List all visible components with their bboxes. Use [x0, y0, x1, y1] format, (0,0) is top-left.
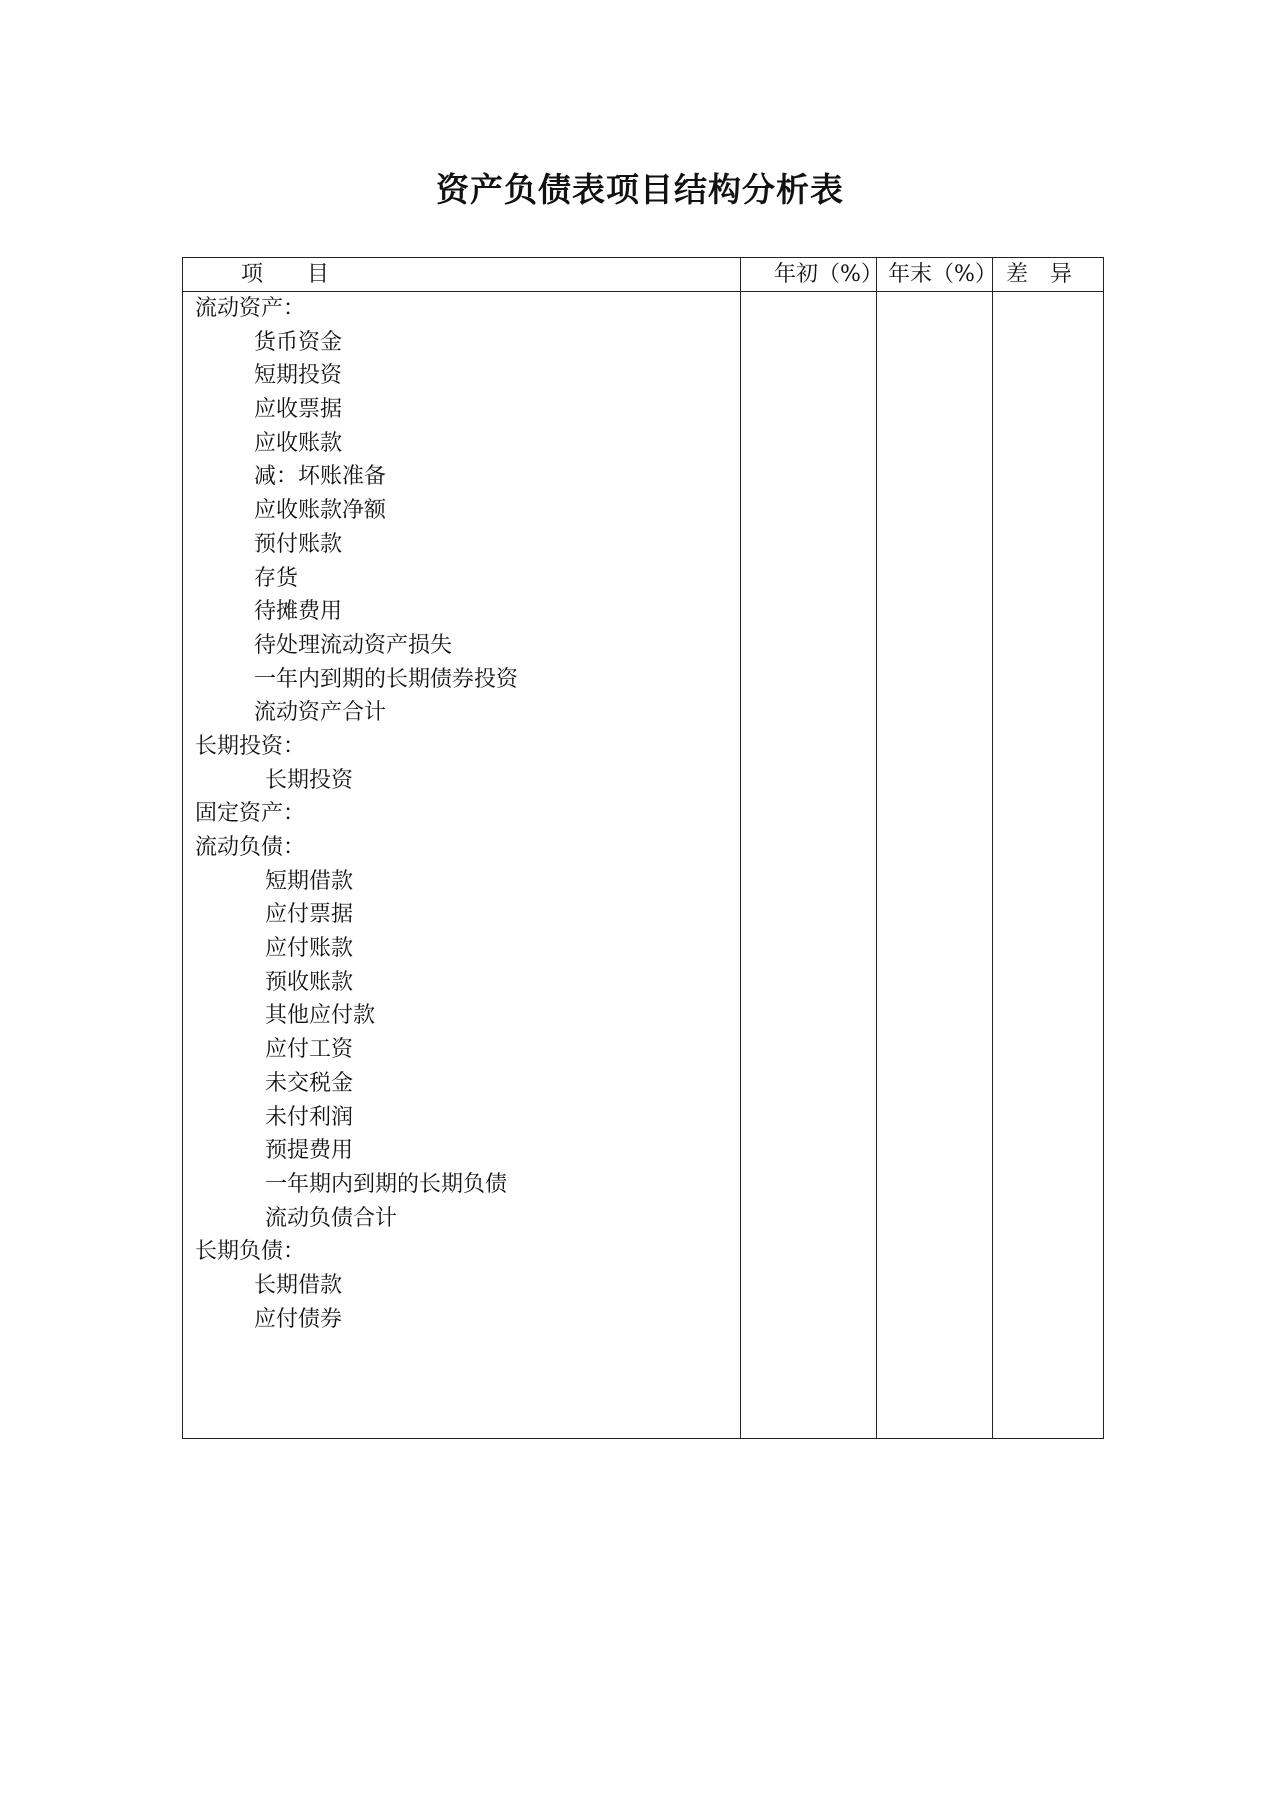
item-row: 应收账款净额	[254, 498, 387, 524]
item-row: 一年内到期的长期债券投资	[254, 666, 519, 692]
header-difference: 差 异	[1006, 262, 1073, 287]
item-row: 长期投资	[265, 767, 354, 793]
section-heading-row: 固定资产：	[195, 801, 306, 827]
item-list	[183, 292, 738, 1336]
column-divider-diff	[992, 258, 993, 1438]
item-row: 应付债券	[254, 1306, 343, 1332]
item-row: 预收账款	[265, 969, 354, 995]
item-row: 流动负债合计	[265, 1205, 398, 1231]
document-title: 资产负债表项目结构分析表	[436, 170, 844, 209]
item-row: 预提费用	[265, 1138, 354, 1164]
header-end-percent: 年末（%）	[888, 262, 997, 287]
item-row: 应付账款	[265, 936, 354, 962]
column-divider-end	[876, 258, 877, 1438]
header-begin-percent: 年初（%）	[774, 262, 883, 287]
item-row: 未交税金	[265, 1070, 354, 1096]
item-row: 减：坏账准备	[254, 464, 387, 490]
item-row: 应收账款	[254, 430, 343, 456]
column-divider-begin	[740, 258, 741, 1438]
item-row: 短期借款	[265, 868, 354, 894]
item-row: 其他应付款	[265, 1003, 376, 1029]
item-row: 流动资产合计	[254, 700, 387, 726]
item-row: 存货	[254, 565, 299, 591]
item-row: 待处理流动资产损失	[254, 632, 453, 658]
section-heading-row: 流动负债：	[195, 835, 306, 860]
item-row: 应付工资	[265, 1037, 354, 1063]
item-row: 预付账款	[254, 531, 343, 557]
section-heading-row: 长期负债：	[195, 1239, 306, 1265]
item-row: 一年期内到期的长期负债	[265, 1171, 508, 1197]
item-row: 待摊费用	[254, 599, 343, 625]
item-row: 未付利润	[265, 1104, 354, 1130]
item-row: 应付票据	[265, 902, 354, 928]
item-row: 应收票据	[254, 397, 343, 423]
section-heading-row: 长期投资：	[195, 733, 306, 759]
section-heading-row: 流动资产：	[195, 296, 306, 321]
structure-analysis-table	[182, 257, 1104, 1439]
item-row: 长期借款	[254, 1272, 343, 1298]
header-item: 项 目	[241, 262, 330, 287]
item-row: 货币资金	[254, 329, 343, 355]
item-row: 短期投资	[254, 363, 343, 389]
